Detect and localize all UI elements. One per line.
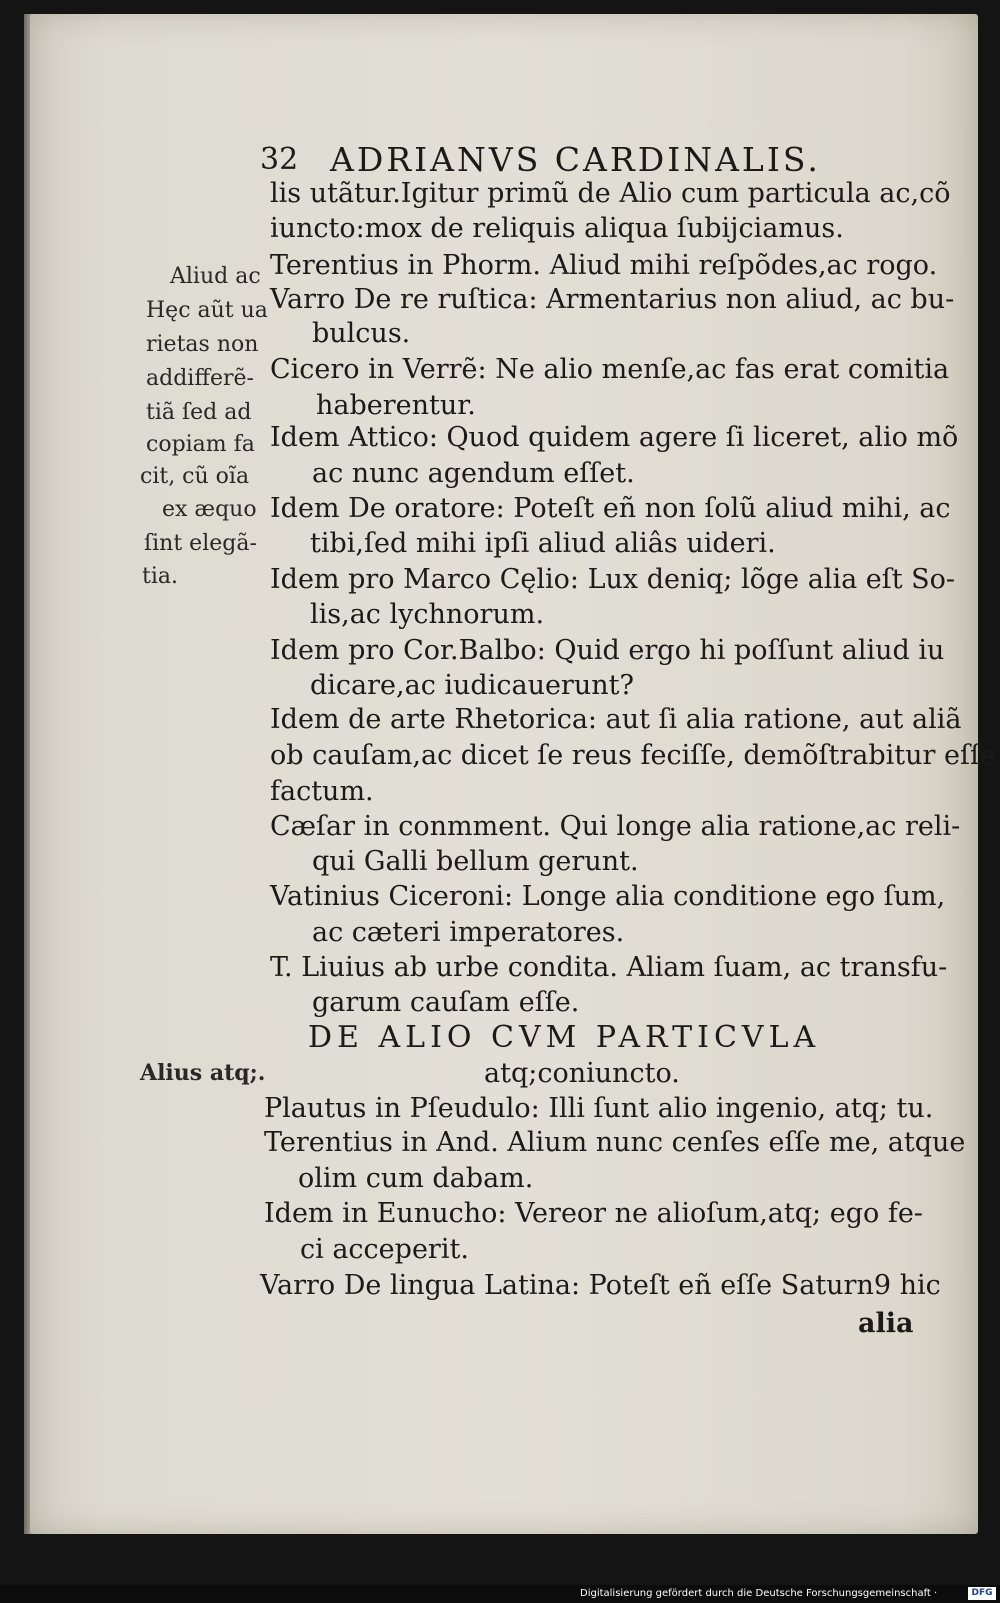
margin-note: tia.	[142, 564, 178, 589]
text-line: tibi,ſed mihi ipſi aliud aliâs uideri.	[310, 528, 776, 559]
dfg-logo: DFG	[968, 1587, 996, 1600]
text-line: garum cauſam eſſe.	[312, 987, 580, 1018]
text-line: Terentius in Phorm. Aliud mihi reſpõdes,ac rogo.	[270, 250, 938, 281]
text-line: Plautus in Pſeudulo: Illi ſunt alio ingenio, atq; tu.	[264, 1093, 934, 1124]
text-line: Vatinius Ciceroni: Longe alia conditione ego ſum,	[270, 881, 946, 912]
text-line: T. Liuius ab urbe condita. Aliam ſuam, ac transfu-	[270, 952, 948, 983]
text-line: Idem pro Marco Cęlio: Lux deniq; lõge alia eſt So-	[270, 564, 956, 595]
text-line: Idem de arte Rhetorica: aut ſi alia ratione, aut aliã	[270, 704, 962, 735]
text-line: Idem Attico: Quod quidem agere ſi liceret, alio mõ	[270, 422, 959, 453]
text-line: ci acceperit.	[300, 1234, 469, 1265]
text-line: Varro De re ruſtica: Armentarius non aliud, ac bu-	[270, 284, 955, 315]
text-line: Cæſar in conmment. Qui longe alia ratione,ac reli-	[270, 811, 961, 842]
margin-note: cit, cũ oĩa	[140, 464, 250, 489]
text-line: lis,ac lychnorum.	[310, 599, 545, 630]
folio-number: 32	[260, 142, 299, 177]
margin-note: ex æquo	[162, 497, 257, 522]
book-page	[30, 14, 996, 1534]
margin-note: Aliud ac	[170, 264, 261, 289]
running-head: ADRIANVS CARDINALIS.	[330, 140, 821, 179]
digitization-credit: Digitalisierung gefördert durch die Deutsche Forschungsgemeinschaft ·	[580, 1588, 938, 1599]
text-line: iuncto:mox de reliquis aliqua ſubijciamus.	[270, 213, 844, 244]
text-line: qui Galli bellum gerunt.	[312, 846, 639, 877]
margin-note: rietas non	[146, 332, 259, 357]
text-line: factum.	[270, 776, 374, 807]
margin-note: Alius atq;.	[140, 1060, 266, 1086]
text-line: olim cum dabam.	[298, 1163, 534, 1194]
margin-note: ſint elegã-	[144, 531, 257, 556]
section-heading: DE ALIO CVM PARTICVLA	[308, 1020, 821, 1055]
margin-note: Hęc aũt ua	[146, 298, 268, 323]
margin-note: copiam fa	[146, 432, 255, 457]
text-line: Idem in Eunucho: Vereor ne alioſum,atq; ego fe-	[264, 1198, 923, 1229]
text-line: ac nunc agendum eſſet.	[312, 458, 635, 489]
text-line: bulcus.	[312, 318, 411, 349]
text-line: ob cauſam,ac dicet ſe reus feciſſe, demõſtrabitur eſſe	[270, 740, 996, 771]
section-heading-subline: atq;coniuncto.	[484, 1058, 680, 1089]
text-line: Idem pro Cor.Balbo: Quid ergo hi poſſunt aliud iu	[270, 635, 945, 666]
text-line: Idem De oratore: Poteſt eñ non ſolũ aliud mihi, ac	[270, 493, 951, 524]
text-line: haberentur.	[316, 390, 476, 421]
catchword: alia	[858, 1308, 914, 1339]
margin-note: tiã ſed ad	[146, 400, 252, 425]
text-line: Cicero in Verrẽ: Ne alio menſe,ac fas erat comitia	[270, 354, 950, 385]
text-line: dicare,ac iudicauerunt?	[310, 670, 634, 701]
text-line: ac cæteri imperatores.	[312, 917, 625, 948]
text-line: Varro De lingua Latina: Poteſt eñ eſſe Saturn9 hic	[260, 1270, 941, 1301]
text-line: Terentius in And. Alium nunc cenſes eſſe me, atque	[264, 1127, 966, 1158]
text-line: lis utãtur.Igitur primũ de Alio cum particula ac,cõ	[270, 178, 951, 209]
margin-note: addifferẽ-	[146, 366, 254, 391]
